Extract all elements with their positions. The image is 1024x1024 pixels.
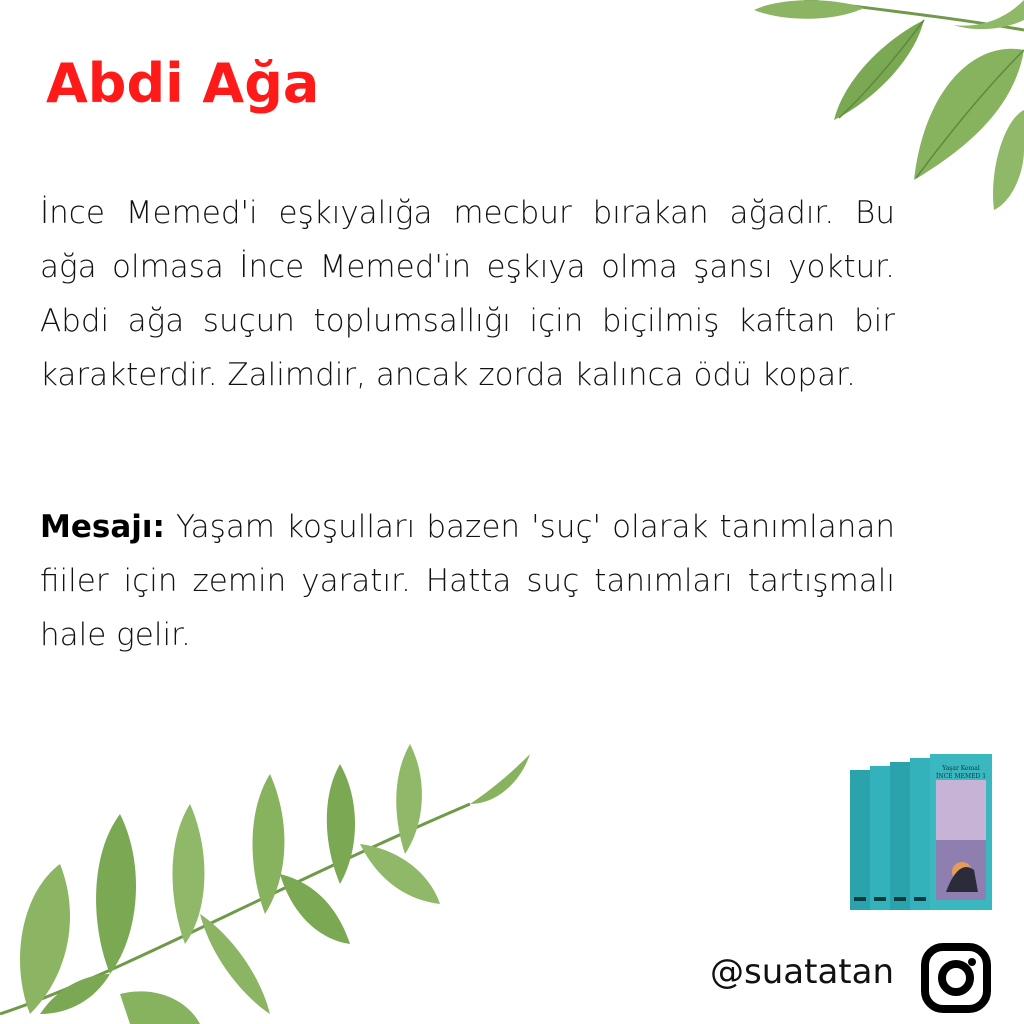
message-label: Mesajı:	[40, 509, 165, 545]
instagram-icon[interactable]	[920, 942, 992, 1014]
message-paragraph	[40, 500, 895, 662]
social-handle[interactable]: @suatatan	[710, 952, 894, 992]
message-text: Yaşam koşulları bazen 'suç' olarak tanımlanan fiiler için zemin yaratır. Hatta suç tanımları tartışmalı hale gelir.	[40, 509, 895, 653]
leaves-bottom-left-decoration	[0, 744, 530, 1024]
page-title: Abdi Ağa	[46, 52, 320, 115]
description-paragraph: İnce Memed'i eşkıyalığa mecbur bırakan ağadır. Bu ağa olmasa İnce Memed'in eşkıya olma şansı yoktur. Abdi ağa suçun toplumsallığı için biçilmiş kaftan bir karakterdir. Zalimdir, ancak zorda kalınca ödü kopar.	[40, 195, 895, 393]
book-author: Yaşar Kemal	[942, 765, 980, 772]
book-cover-title: İNCE MEMED 1	[935, 773, 987, 780]
book-set-image	[846, 752, 996, 917]
